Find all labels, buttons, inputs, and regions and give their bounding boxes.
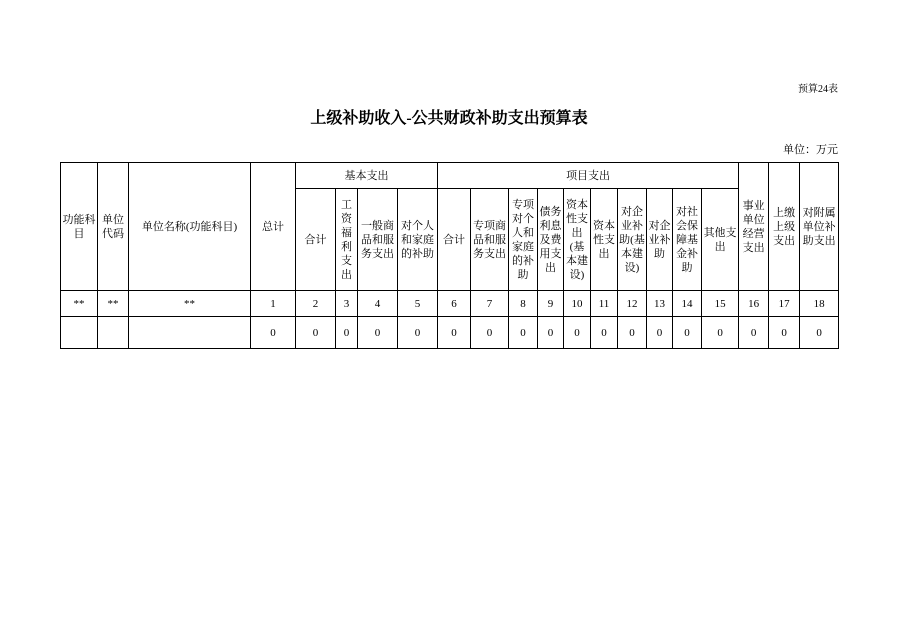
data-cell: 0: [702, 317, 739, 349]
unit-label: 单位：万元: [783, 144, 838, 156]
index-cell: 7: [471, 291, 509, 317]
data-cell: 0: [251, 317, 296, 349]
header-unit-code: 单位代码: [98, 163, 129, 291]
data-cell: 0: [673, 317, 702, 349]
header-project-goods-services: 专项商品和服务支出: [471, 189, 509, 291]
index-cell: 2: [296, 291, 336, 317]
page-title: 上级补助收入-公共财政补助支出预算表: [310, 110, 588, 127]
header-project-personal-subsidy: 专项对个人和家庭的补助: [509, 189, 538, 291]
header-project-debt-interest: 债务利息及费用支出: [538, 189, 564, 291]
index-cell: 8: [509, 291, 538, 317]
header-row-groups: [61, 163, 839, 189]
index-cell: 14: [673, 291, 702, 317]
index-cell: 18: [800, 291, 839, 317]
header-project-subtotal: 合计: [438, 189, 471, 291]
index-cell: 1: [251, 291, 296, 317]
index-cell: 11: [591, 291, 618, 317]
data-cell: 0: [538, 317, 564, 349]
index-cell: **: [129, 291, 251, 317]
header-subsidiary-subsidy: 对附属单位补助支出: [800, 163, 839, 291]
header-project-capital-construction: 资本性支出(基本建设): [564, 189, 591, 291]
index-cell: 12: [618, 291, 647, 317]
header-project-group: 项目支出: [438, 163, 739, 189]
data-cell: 0: [564, 317, 591, 349]
header-project-social-security: 对社会保障基金补助: [673, 189, 702, 291]
header-basic-goods-services: 一般商品和服务支出: [358, 189, 398, 291]
header-project-capital: 资本性支出: [591, 189, 618, 291]
index-cell: 13: [647, 291, 673, 317]
index-cell: 16: [739, 291, 769, 317]
index-cell: **: [61, 291, 98, 317]
data-cell: 0: [647, 317, 673, 349]
index-cell: 15: [702, 291, 739, 317]
header-project-enterprise: 对企业补助: [647, 189, 673, 291]
header-basic-subtotal: 合计: [296, 189, 336, 291]
header-basic-wages: 工资福利支出: [336, 189, 358, 291]
budget-table: [60, 162, 839, 349]
index-cell: 10: [564, 291, 591, 317]
data-cell: 0: [769, 317, 800, 349]
data-row: [61, 317, 839, 349]
index-cell: 4: [358, 291, 398, 317]
data-cell: 0: [358, 317, 398, 349]
index-cell: 17: [769, 291, 800, 317]
data-cell: 0: [296, 317, 336, 349]
header-project-other: 其他支出: [702, 189, 739, 291]
header-remit-superior: 上缴上级支出: [769, 163, 800, 291]
data-cell: 0: [800, 317, 839, 349]
header-total: 总计: [251, 163, 296, 291]
header-project-enterprise-construction: 对企业补助(基本建设): [618, 189, 647, 291]
data-cell: 0: [336, 317, 358, 349]
index-cell: 9: [538, 291, 564, 317]
data-cell: 0: [438, 317, 471, 349]
index-row: [61, 291, 839, 317]
data-cell: 0: [398, 317, 438, 349]
index-cell: 5: [398, 291, 438, 317]
data-cell: 0: [739, 317, 769, 349]
data-cell: 0: [509, 317, 538, 349]
index-cell: **: [98, 291, 129, 317]
index-cell: 6: [438, 291, 471, 317]
data-cell: [98, 317, 129, 349]
data-cell: [61, 317, 98, 349]
form-code: 预算24表: [798, 84, 838, 95]
header-func-code: 功能科目: [61, 163, 98, 291]
header-business-expense: 事业单位经营支出: [739, 163, 769, 291]
header-basic-personal-subsidy: 对个人和家庭的补助: [398, 189, 438, 291]
data-cell: 0: [471, 317, 509, 349]
index-cell: 3: [336, 291, 358, 317]
header-unit-name: 单位名称(功能科目): [129, 163, 251, 291]
header-basic-group: 基本支出: [296, 163, 438, 189]
data-cell: 0: [591, 317, 618, 349]
data-cell: [129, 317, 251, 349]
data-cell: 0: [618, 317, 647, 349]
